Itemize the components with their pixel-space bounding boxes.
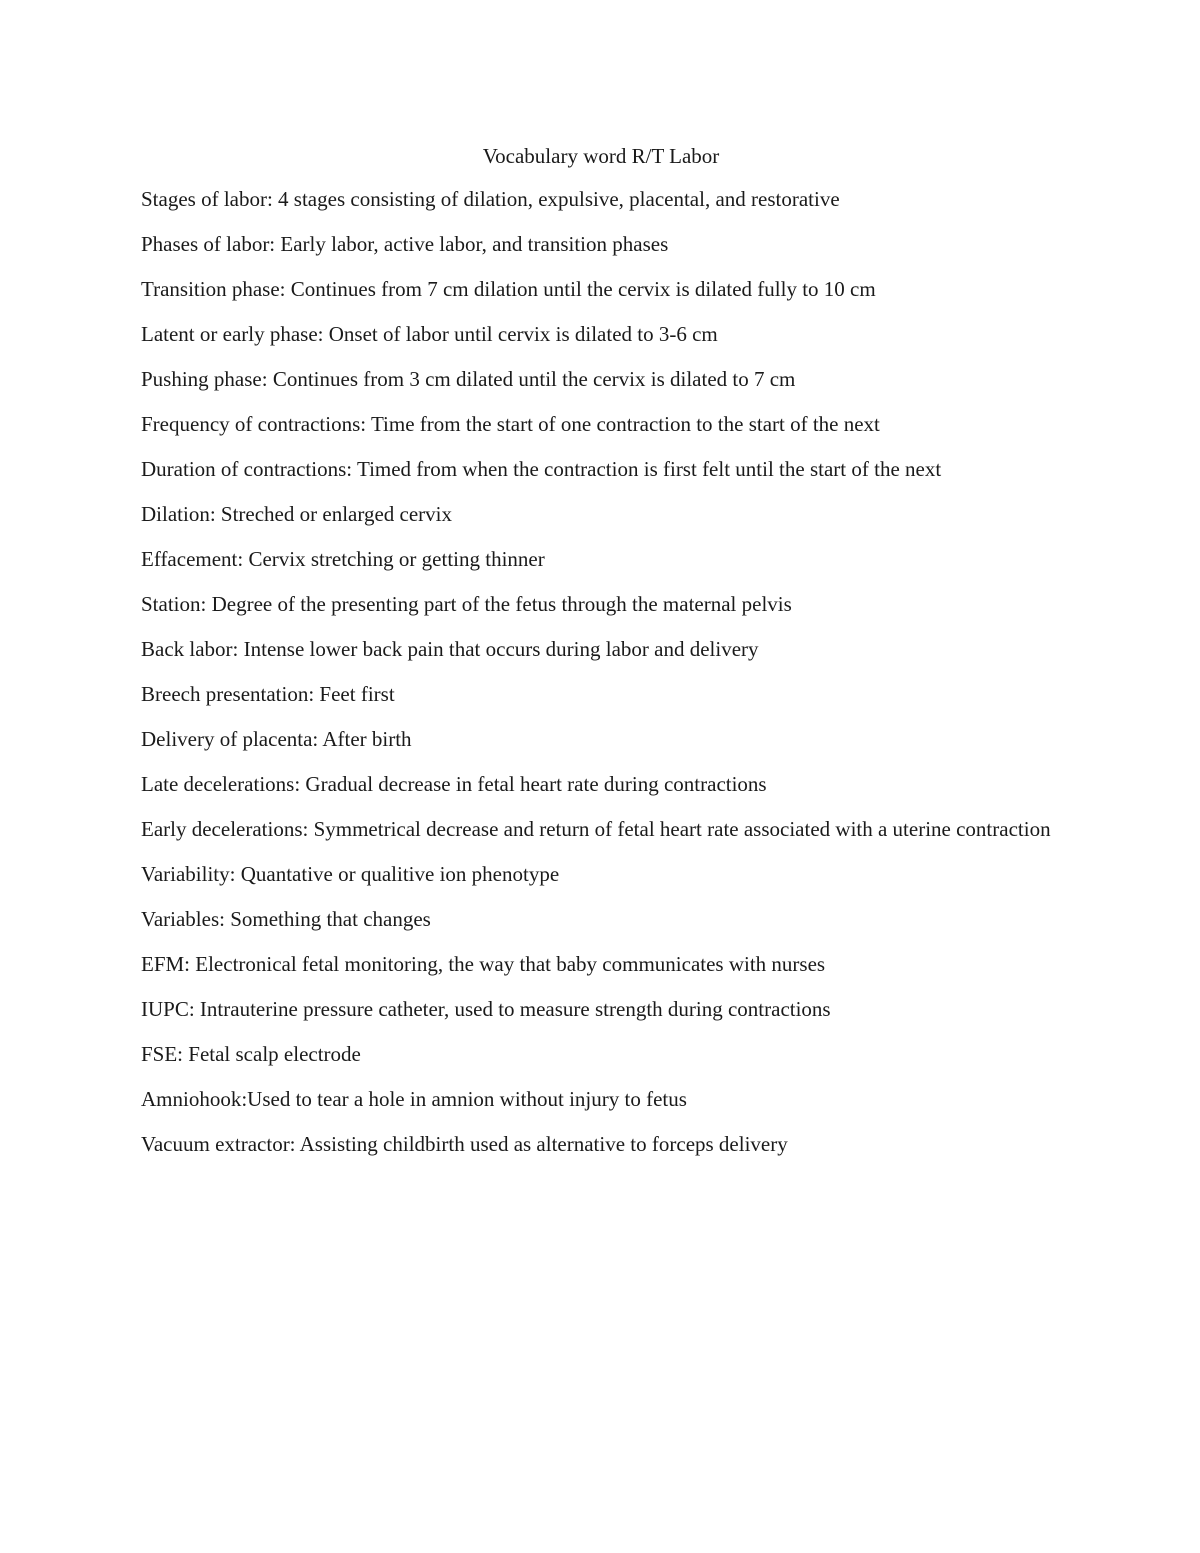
vocab-entry: Pushing phase: Continues from 3 cm dilated until the cervix is dilated to 7 cm: [141, 367, 796, 391]
vocab-entry: Frequency of contractions: Time from the start of one contraction to the start of the next: [141, 412, 880, 436]
vocab-entry: Amniohook:Used to tear a hole in amnion without injury to fetus: [141, 1087, 687, 1111]
vocab-entry: Back labor: Intense lower back pain that occurs during labor and delivery: [141, 637, 759, 661]
document-body: [141, 141, 1061, 1176]
vocab-entry: Station: Degree of the presenting part of the fetus through the maternal pelvis: [141, 592, 792, 616]
vocab-entry: Phases of labor: Early labor, active labor, and transition phases: [141, 232, 669, 256]
vocab-entry: Transition phase: Continues from 7 cm dilation until the cervix is dilated fully to 10 cm: [141, 277, 876, 301]
vocab-entry: Variables: Something that changes: [141, 907, 431, 931]
vocab-entry: Vacuum extractor: Assisting childbirth used as alternative to forceps delivery: [141, 1132, 788, 1156]
vocab-entry: Latent or early phase: Onset of labor until cervix is dilated to 3-6 cm: [141, 322, 718, 346]
vocab-entry: FSE: Fetal scalp electrode: [141, 1042, 361, 1066]
vocab-entry: Delivery of placenta: After birth: [141, 727, 412, 751]
vocab-entry: Early decelerations: Symmetrical decrease and return of fetal heart rate associated with a uterine contraction: [141, 817, 1051, 841]
vocab-entry: Stages of labor: 4 stages consisting of dilation, expulsive, placental, and restorative: [141, 187, 840, 211]
vocab-entry: Dilation: Streched or enlarged cervix: [141, 502, 453, 526]
vocab-entry: IUPC: Intrauterine pressure catheter, used to measure strength during contractions: [141, 997, 831, 1021]
vocab-entry: EFM: Electronical fetal monitoring, the way that baby communicates with nurses: [141, 952, 826, 976]
vocab-entry: Duration of contractions: Timed from when the contraction is first felt until the start of the next: [141, 457, 942, 481]
document-title: Vocabulary word R/T Labor: [482, 144, 720, 168]
vocab-entry: Variability: Quantative or qualitive ion phenotype: [141, 862, 560, 886]
vocab-entry: Breech presentation: Feet first: [141, 682, 395, 706]
vocab-entry: Late decelerations: Gradual decrease in fetal heart rate during contractions: [141, 772, 767, 796]
vocab-entry: Effacement: Cervix stretching or getting thinner: [141, 547, 545, 571]
